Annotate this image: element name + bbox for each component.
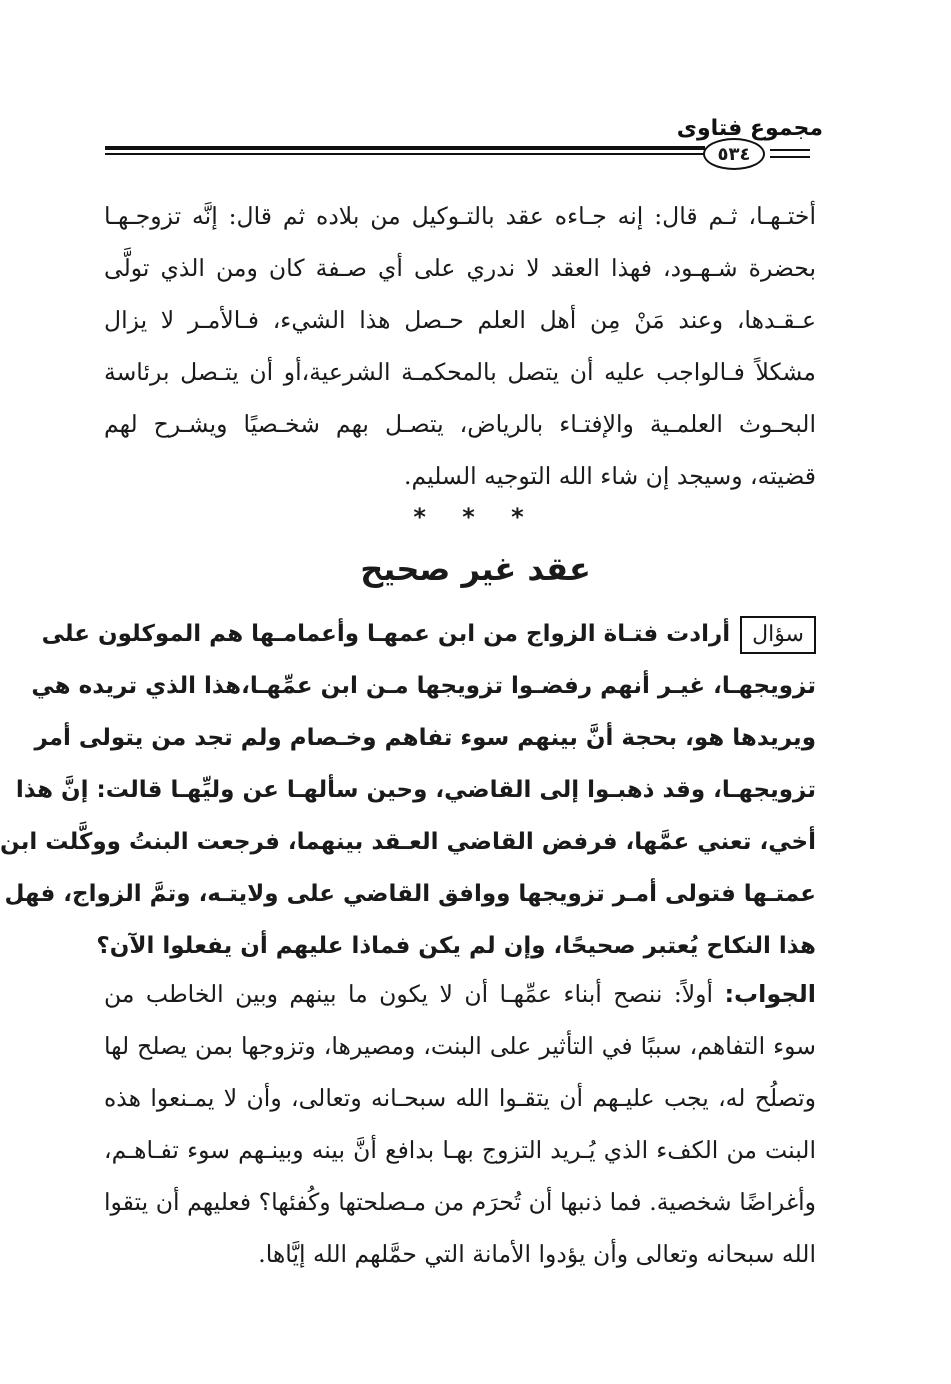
section-title: عقد غير صحيح bbox=[360, 550, 591, 588]
answer-label: الجواب: bbox=[724, 980, 816, 1008]
text-line: عـقـدها، وعند مَنْ مِن أهل العلم حـصل هذا الشيء، فـالأمـر لا يزال bbox=[104, 306, 816, 334]
answer-line: سوء التفاهم، سببًا في التأثير على البنت، ومصيرها، وتزوجها بمن يصلح لها bbox=[104, 1032, 816, 1060]
section-separator: * * * bbox=[413, 503, 538, 531]
text-line: قضيته، وسيجد إن شاء الله التوجيه السليم. bbox=[404, 462, 816, 490]
header-rule-tail-thick bbox=[770, 149, 810, 151]
answer-line: وتصلُح له، يجب عليـهم أن يتقـوا الله سبحـانه وتعالى، وأن لا يمـنعوا هذه bbox=[104, 1084, 816, 1112]
answer-line-first bbox=[104, 968, 816, 1020]
header-rule bbox=[105, 145, 705, 159]
question-label: سؤال bbox=[740, 616, 816, 654]
header-rule-tail bbox=[770, 148, 810, 160]
question-line: تزويجهـا، وقد ذهبـوا إلى القاضي، وحين سألهـا عن وليِّهـا قالت: إنَّ هذا bbox=[15, 777, 816, 803]
text-line: البحـوث العلمـية والإفتـاء بالرياض، يتصـل بهم شخـصيًا ويشـرح لهم bbox=[104, 410, 816, 438]
answer-line: البنت من الكفء الذي يُـريد التزوج بهـا بدافع أنَّ بينه وبينـهم سوء تفـاهـم، bbox=[104, 1136, 816, 1164]
page-number-frame bbox=[703, 138, 763, 168]
question-line: تزويجهـا، غيـر أنهم رفضـوا تزويجها مـن ابن عمِّهـا،هذا الذي تريده هي bbox=[31, 673, 816, 699]
text-line: مشكلاً فـالواجب عليه أن يتصل بالمحكمـة الشرعية،أو أن يتـصل برئاسة bbox=[104, 358, 816, 386]
question-line: هذا النكاح يُعتبر صحيحًا، وإن لم يكن فماذا عليهم أن يفعلوا الآن؟ bbox=[96, 933, 816, 959]
question-line: أخي، تعني عمَّها، فرفض القاضي العـقد بينهما، فرجعت البنتُ ووكَّلت ابن bbox=[0, 829, 816, 855]
header-rule-thin bbox=[105, 153, 705, 155]
question-line: ويريدها هو، بحجة أنَّ بينهم سوء تفاهم وخـصام ولم تجد من يتولى أمر bbox=[34, 725, 816, 751]
answer-text: أولاً: ننصح أبناء عمِّهـا أن لا يكون ما بينهم وبين الخاطب من bbox=[104, 980, 714, 1008]
answer-line: وأغراضًا شخصية. فما ذنبها أن تُحرَم من مـصلحتها وكُفئها؟ فعليهم أن يتقوا bbox=[104, 1188, 816, 1216]
question-line: عمتـها فتولى أمـر تزويجها ووافق القاضي على ولايتـه، وتمَّ الزواج، فهل bbox=[4, 881, 816, 907]
text-line: أختـهـا، ثـم قال: إنه جـاءه عقد بالتـوكيل من بلاده ثم قال: إنَّه تزوجـهـا bbox=[104, 202, 816, 230]
running-header-title: مجموع فتاوى bbox=[676, 116, 823, 141]
question-block bbox=[0, 608, 816, 972]
header-rule-tail-thin bbox=[770, 156, 810, 158]
answer-block bbox=[104, 968, 816, 1280]
answer-line: الله سبحانه وتعالى وأن يؤدوا الأمانة التي حمَّلهم الله إيَّاها. bbox=[258, 1240, 816, 1268]
header-rule-thick bbox=[105, 146, 705, 150]
question-line-first bbox=[41, 608, 816, 660]
page-number: ٥٣٤ bbox=[703, 138, 765, 170]
opening-paragraph bbox=[104, 190, 816, 502]
text-line: بحضرة شـهـود، فهذا العقد لا ندري على أي صـفة كان ومن الذي تولَّى bbox=[104, 254, 816, 282]
question-text: أرادت فتـاة الزواج من ابن عمهـا وأعمامـها هم الموكلون على bbox=[41, 621, 731, 647]
